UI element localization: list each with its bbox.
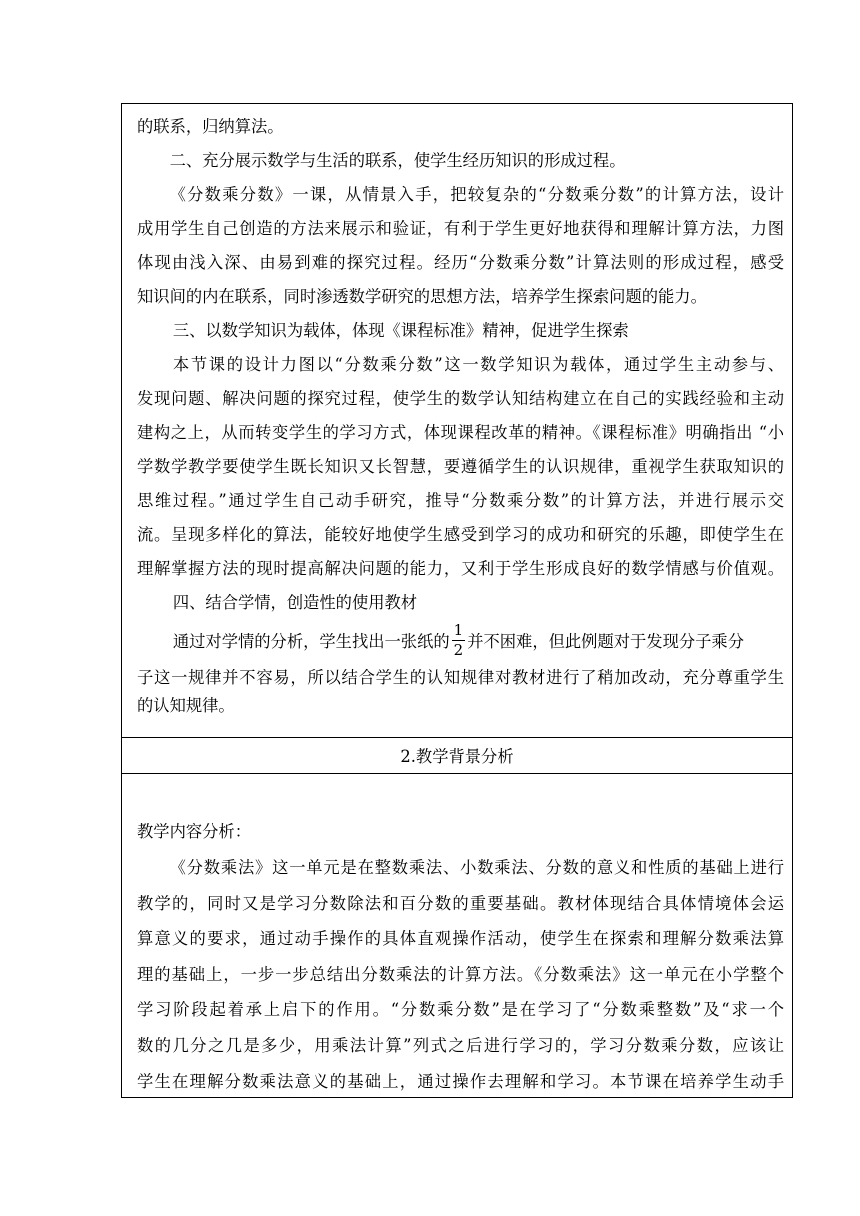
fraction-one-half (452, 623, 466, 658)
section-heading-teaching-background: 2.教学背景分析 (400, 747, 514, 766)
design-rationale-cell (122, 110, 792, 720)
paragraph-line: 发现问题、解决问题的探究过程，使学生的数学认知结构建立在自己的实践经验和主动 (137, 389, 784, 408)
teaching-content-cell (122, 814, 792, 1099)
paragraph-line: 子这一规律并不容易，所以结合学生的认知规律对教材进行了稍加改动，充分尊重学生 (137, 668, 784, 687)
paragraph-line: 教学的，同时又是学习分数除法和百分数的重要基础。教材体现结合具体情境体会运 (137, 893, 784, 913)
paragraph-line: 理解掌握方法的现时提高解决问题的能力，又利于学生形成良好的数学情感与价值观。 (137, 559, 784, 578)
paragraph-line: 体现由浅入深、由易到难的探究过程。经历“分数乘分数”计算法则的形成过程，感受 (137, 253, 784, 272)
fraction-line-before: 通过对学情的分析，学生找出一张纸的 (172, 632, 450, 651)
paragraph-line: 知识间的内在联系，同时渗透数学研究的思想方法，培养学生探索问题的能力。 (137, 287, 707, 306)
paragraph-line: 学生在理解分数乘法意义的基础上，通过操作去理解和学习。本节课在培养学生动手 (137, 1071, 784, 1091)
fraction-denominator: 2 (453, 641, 464, 659)
paragraph-line: 的认知规律。 (137, 696, 235, 715)
subheading-line: 四、结合学情，创造性的使用教材 (172, 593, 418, 612)
paragraph-line: 学数学教学要使学生既长知识又长智慧，要遵循学生的认识规律，重视学生获取知识的 (137, 457, 784, 476)
paragraph-line: 建构之上，从而转变学生的学习方式，体现课程改革的精神。《课程标准》明确指出 “小 (137, 423, 784, 442)
paragraph-line: 流。呈现多样化的算法，能较好地使学生感受到学习的成功和研究的乐趣，即使学生在 (137, 525, 784, 544)
paragraph-line: 《分数乘分数》一课，从情景入手，把较复杂的“分数乘分数”的计算方法，设计 (169, 185, 784, 204)
fraction-numerator: 1 (453, 621, 464, 639)
paragraph-line: 《分数乘法》这一单元是在整数乘法、小数乘法、分数的意义和性质的基础上进行 (169, 858, 784, 877)
paragraph-line: 理的基础上，一步一步总结出分数乘法的计算方法。《分数乘法》这一单元在小学整个 (137, 964, 784, 984)
paragraph-line: 学习阶段起着承上启下的作用。“分数乘分数”是在学习了“分数乘整数”及“求一个 (137, 1000, 784, 1020)
paragraph-line-with-fraction (137, 620, 784, 664)
paragraph-line: 算意义的要求，通过动手操作的具体直观操作活动，使学生在探索和理解分数乘法算 (137, 929, 784, 949)
paragraph-line: 成用学生自己创造的方法来展示和验证，有利于学生更好地获得和理解计算方法，力图 (137, 219, 784, 238)
paragraph-line: 的联系，归纳算法。 (137, 117, 284, 136)
row-divider (121, 737, 793, 738)
subheading-line: 三、以数学知识为载体，体现《课程标准》精神，促进学生探索 (172, 321, 629, 340)
subheading-line: 二、充分展示数学与生活的联系，使学生经历知识的形成过程。 (169, 151, 626, 170)
paragraph-line: 数的几分之几是多少，用乘法计算”列式之后进行学习的，学习分数乘分数，应该让 (137, 1035, 784, 1055)
fraction-line-after: 并不困难，但此例题对于发现分子乘分 (467, 632, 744, 651)
paragraph-line: 思维过程。”通过学生自己动手研究，推导“分数乘分数”的计算方法，并进行展示交 (137, 491, 784, 510)
content-analysis-label: 教学内容分析： (137, 822, 251, 841)
paragraph-line: 本节课的设计力图以“分数乘分数”这一数学知识为载体，通过学生主动参与、 (172, 355, 784, 374)
